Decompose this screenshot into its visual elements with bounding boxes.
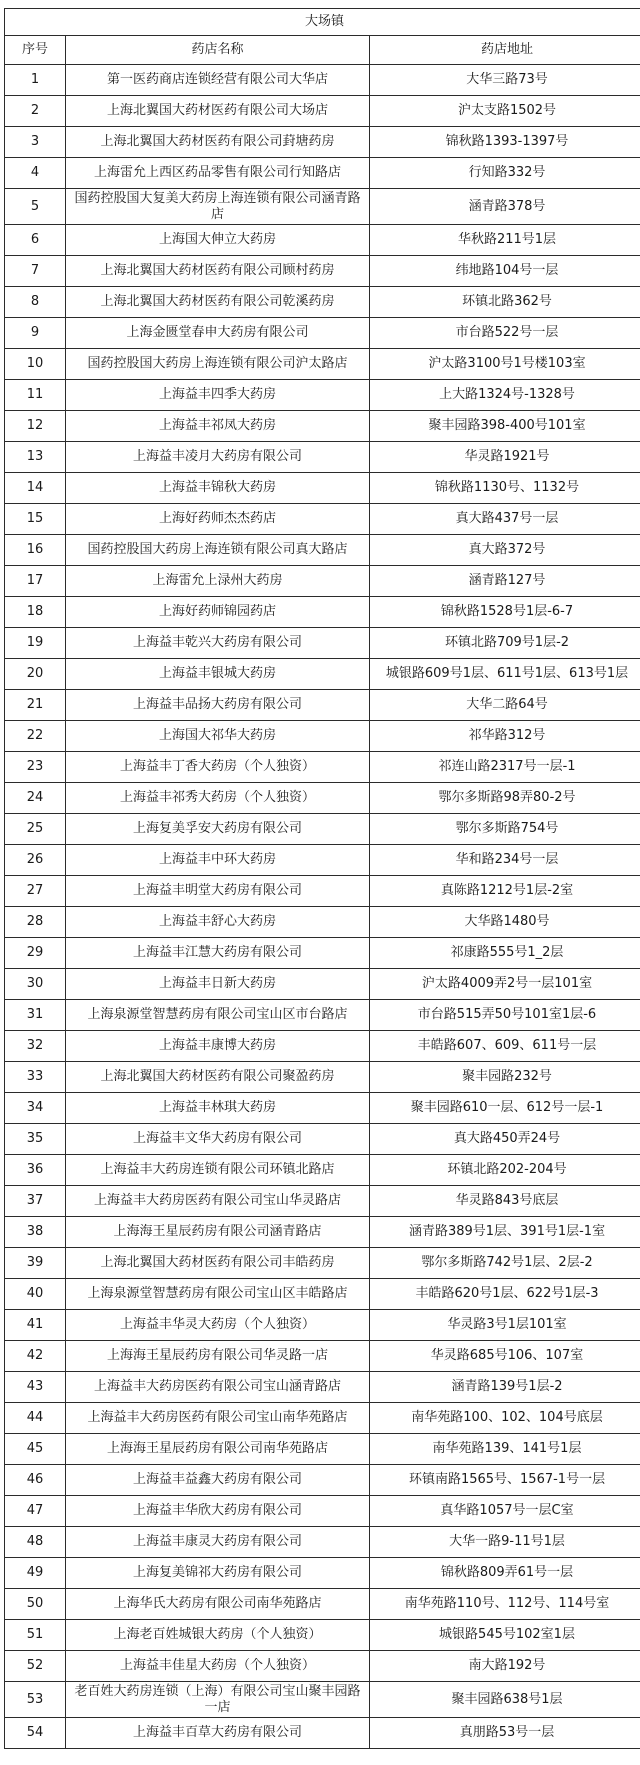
pharmacy-name: 上海益丰大药房医药有限公司宝山南华苑路店 xyxy=(66,1403,370,1434)
pharmacy-address: 华灵路843号底层 xyxy=(370,1186,640,1217)
table-row xyxy=(5,566,640,597)
pharmacy-name: 上海益丰康博大药房 xyxy=(66,1031,370,1062)
pharmacy-name: 上海海王星辰药房有限公司南华苑路店 xyxy=(66,1434,370,1465)
row-number: 16 xyxy=(5,535,66,566)
pharmacy-name: 上海益丰大药房医药有限公司宝山涵青路店 xyxy=(66,1372,370,1403)
pharmacy-name: 上海益丰大药房医药有限公司宝山华灵路店 xyxy=(66,1186,370,1217)
pharmacy-address: 聚丰园路638号1层 xyxy=(370,1682,640,1718)
pharmacy-name: 上海复美孚安大药房有限公司 xyxy=(66,814,370,845)
pharmacy-address: 锦秋路809弄61号一层 xyxy=(370,1558,640,1589)
row-number: 25 xyxy=(5,814,66,845)
table-row xyxy=(5,287,640,318)
pharmacy-name: 上海益丰锦秋大药房 xyxy=(66,473,370,504)
pharmacy-address: 真大路450弄24号 xyxy=(370,1124,640,1155)
pharmacy-name: 第一医药商店连锁经营有限公司大华店 xyxy=(66,65,370,96)
row-number: 54 xyxy=(5,1718,66,1749)
pharmacy-address: 丰皓路620号1层、622号1层-3 xyxy=(370,1279,640,1310)
table-row xyxy=(5,1062,640,1093)
pharmacy-name: 上海益丰品扬大药房有限公司 xyxy=(66,690,370,721)
pharmacy-address: 城银路545号102室1层 xyxy=(370,1620,640,1651)
pharmacy-name: 上海金匮堂春申大药房有限公司 xyxy=(66,318,370,349)
pharmacy-name: 上海北翼国大药材医药有限公司葑塘药房 xyxy=(66,127,370,158)
pharmacy-address: 大华一路9-11号1层 xyxy=(370,1527,640,1558)
pharmacy-address: 聚丰园路610一层、612号一层-1 xyxy=(370,1093,640,1124)
row-number: 19 xyxy=(5,628,66,659)
row-number: 8 xyxy=(5,287,66,318)
header-name: 药店名称 xyxy=(66,36,370,65)
table-row xyxy=(5,845,640,876)
row-number: 17 xyxy=(5,566,66,597)
table-row xyxy=(5,1651,640,1682)
row-number: 29 xyxy=(5,938,66,969)
row-number: 32 xyxy=(5,1031,66,1062)
pharmacy-address: 华灵路1921号 xyxy=(370,442,640,473)
table-row xyxy=(5,1186,640,1217)
row-number: 49 xyxy=(5,1558,66,1589)
pharmacy-name: 上海益丰舒心大药房 xyxy=(66,907,370,938)
pharmacy-address: 鄂尔多斯路98弄80-2号 xyxy=(370,783,640,814)
pharmacy-name: 上海益丰日新大药房 xyxy=(66,969,370,1000)
pharmacy-address: 祁康路555号1_2层 xyxy=(370,938,640,969)
pharmacy-address: 南华苑路100、102、104号底层 xyxy=(370,1403,640,1434)
pharmacy-name: 上海益丰大药房连锁有限公司环镇北路店 xyxy=(66,1155,370,1186)
pharmacy-address: 大华二路64号 xyxy=(370,690,640,721)
table-row xyxy=(5,1403,640,1434)
row-number: 37 xyxy=(5,1186,66,1217)
pharmacy-name: 上海益丰明堂大药房有限公司 xyxy=(66,876,370,907)
row-number: 4 xyxy=(5,158,66,189)
pharmacy-address: 真陈路1212号1层-2室 xyxy=(370,876,640,907)
row-number: 7 xyxy=(5,256,66,287)
table-row xyxy=(5,65,640,96)
pharmacy-name: 上海益丰银城大药房 xyxy=(66,659,370,690)
header-address: 药店地址 xyxy=(370,36,640,65)
pharmacy-address: 锦秋路1393-1397号 xyxy=(370,127,640,158)
row-number: 30 xyxy=(5,969,66,1000)
pharmacy-address: 聚丰园路232号 xyxy=(370,1062,640,1093)
table-row xyxy=(5,597,640,628)
pharmacy-address: 大华路1480号 xyxy=(370,907,640,938)
pharmacy-address: 聚丰园路398-400号101室 xyxy=(370,411,640,442)
pharmacy-address: 涵青路389号1层、391号1层-1室 xyxy=(370,1217,640,1248)
table-row xyxy=(5,876,640,907)
row-number: 2 xyxy=(5,96,66,127)
table-row xyxy=(5,814,640,845)
pharmacy-address: 市台路515弄50号101室1层-6 xyxy=(370,1000,640,1031)
table-row xyxy=(5,504,640,535)
row-number: 50 xyxy=(5,1589,66,1620)
pharmacy-name: 上海益丰凌月大药房有限公司 xyxy=(66,442,370,473)
pharmacy-address: 涵青路139号1层-2 xyxy=(370,1372,640,1403)
row-number: 11 xyxy=(5,380,66,411)
table-row xyxy=(5,1031,640,1062)
table-row xyxy=(5,1372,640,1403)
row-number: 21 xyxy=(5,690,66,721)
table-row xyxy=(5,783,640,814)
pharmacy-name: 上海益丰佳星大药房（个人独资） xyxy=(66,1651,370,1682)
pharmacy-name: 上海北翼国大药材医药有限公司大场店 xyxy=(66,96,370,127)
pharmacy-address: 行知路332号 xyxy=(370,158,640,189)
pharmacy-name: 上海益丰林琪大药房 xyxy=(66,1093,370,1124)
pharmacy-name: 上海北翼国大药材医药有限公司聚盈药房 xyxy=(66,1062,370,1093)
table-row xyxy=(5,380,640,411)
pharmacy-address: 南华苑路139、141号1层 xyxy=(370,1434,640,1465)
pharmacy-name: 上海雷允上渌州大药房 xyxy=(66,566,370,597)
table-row xyxy=(5,628,640,659)
table-row xyxy=(5,411,640,442)
pharmacy-name: 上海国大祁华大药房 xyxy=(66,721,370,752)
pharmacy-name: 上海好药师锦园药店 xyxy=(66,597,370,628)
table-row xyxy=(5,690,640,721)
table-row xyxy=(5,1589,640,1620)
pharmacy-name: 上海益丰祁凤大药房 xyxy=(66,411,370,442)
row-number: 39 xyxy=(5,1248,66,1279)
row-number: 28 xyxy=(5,907,66,938)
row-number: 48 xyxy=(5,1527,66,1558)
table-title: 大场镇 xyxy=(5,9,640,36)
pharmacy-name: 上海益丰乾兴大药房有限公司 xyxy=(66,628,370,659)
row-number: 34 xyxy=(5,1093,66,1124)
pharmacy-address: 南大路192号 xyxy=(370,1651,640,1682)
pharmacy-address: 涵青路127号 xyxy=(370,566,640,597)
table-row xyxy=(5,473,640,504)
row-number: 53 xyxy=(5,1682,66,1718)
pharmacy-address: 真大路372号 xyxy=(370,535,640,566)
row-number: 5 xyxy=(5,189,66,225)
table-row xyxy=(5,225,640,256)
pharmacy-name: 上海国大伸立大药房 xyxy=(66,225,370,256)
pharmacy-name: 上海益丰益鑫大药房有限公司 xyxy=(66,1465,370,1496)
pharmacy-address: 纬地路104号一层 xyxy=(370,256,640,287)
table-row xyxy=(5,907,640,938)
table-row xyxy=(5,1124,640,1155)
pharmacy-name: 上海北翼国大药材医药有限公司乾溪药房 xyxy=(66,287,370,318)
pharmacy-address: 丰皓路607、609、611号一层 xyxy=(370,1031,640,1062)
table-row xyxy=(5,969,640,1000)
pharmacy-address: 鄂尔多斯路754号 xyxy=(370,814,640,845)
pharmacy-address: 环镇南路1565号、1567-1号一层 xyxy=(370,1465,640,1496)
pharmacy-name: 上海泉源堂智慧药房有限公司宝山区市台路店 xyxy=(66,1000,370,1031)
table-row xyxy=(5,1000,640,1031)
row-number: 12 xyxy=(5,411,66,442)
pharmacy-address: 上大路1324号-1328号 xyxy=(370,380,640,411)
table-row xyxy=(5,1620,640,1651)
row-number: 26 xyxy=(5,845,66,876)
pharmacy-address: 市台路522号一层 xyxy=(370,318,640,349)
row-number: 52 xyxy=(5,1651,66,1682)
table-row xyxy=(5,1248,640,1279)
pharmacy-name: 上海益丰文华大药房有限公司 xyxy=(66,1124,370,1155)
table-row xyxy=(5,1434,640,1465)
table-row xyxy=(5,189,640,225)
pharmacy-name: 国药控股国大复美大药房上海连锁有限公司涵青路店 xyxy=(66,189,370,225)
pharmacy-name: 老百姓大药房连锁（上海）有限公司宝山聚丰园路一店 xyxy=(66,1682,370,1718)
row-number: 42 xyxy=(5,1341,66,1372)
pharmacy-address: 华灵路685号106、107室 xyxy=(370,1341,640,1372)
pharmacy-name: 上海复美锦祁大药房有限公司 xyxy=(66,1558,370,1589)
pharmacy-address: 鄂尔多斯路742号1层、2层-2 xyxy=(370,1248,640,1279)
table-row xyxy=(5,535,640,566)
row-number: 44 xyxy=(5,1403,66,1434)
pharmacy-name: 上海益丰华欣大药房有限公司 xyxy=(66,1496,370,1527)
row-number: 51 xyxy=(5,1620,66,1651)
row-number: 27 xyxy=(5,876,66,907)
row-number: 6 xyxy=(5,225,66,256)
row-number: 10 xyxy=(5,349,66,380)
table-row xyxy=(5,318,640,349)
pharmacy-address: 祁华路312号 xyxy=(370,721,640,752)
table-row xyxy=(5,96,640,127)
pharmacy-address: 真朋路53号一层 xyxy=(370,1718,640,1749)
table-row xyxy=(5,1558,640,1589)
pharmacy-name: 国药控股国大药房上海连锁有限公司真大路店 xyxy=(66,535,370,566)
pharmacy-address: 锦秋路1130号、1132号 xyxy=(370,473,640,504)
pharmacy-name: 上海益丰中环大药房 xyxy=(66,845,370,876)
row-number: 23 xyxy=(5,752,66,783)
table-row xyxy=(5,1217,640,1248)
row-number: 15 xyxy=(5,504,66,535)
row-number: 3 xyxy=(5,127,66,158)
pharmacy-name: 国药控股国大药房上海连锁有限公司沪太路店 xyxy=(66,349,370,380)
pharmacy-name: 上海好药师杰杰药店 xyxy=(66,504,370,535)
pharmacy-name: 上海北翼国大药材医药有限公司丰皓药房 xyxy=(66,1248,370,1279)
table-row xyxy=(5,127,640,158)
table-row xyxy=(5,1155,640,1186)
table-row xyxy=(5,1527,640,1558)
pharmacy-name: 上海益丰祁秀大药房（个人独资） xyxy=(66,783,370,814)
pharmacy-address: 华灵路3号1层101室 xyxy=(370,1310,640,1341)
row-number: 40 xyxy=(5,1279,66,1310)
pharmacy-table xyxy=(4,8,640,1749)
table-row xyxy=(5,1279,640,1310)
table-row xyxy=(5,1341,640,1372)
pharmacy-address: 大华三路73号 xyxy=(370,65,640,96)
pharmacy-address: 环镇北路362号 xyxy=(370,287,640,318)
pharmacy-address: 沪太路4009弄2号一层101室 xyxy=(370,969,640,1000)
row-number: 41 xyxy=(5,1310,66,1341)
pharmacy-name: 上海益丰丁香大药房（个人独资） xyxy=(66,752,370,783)
table-row xyxy=(5,721,640,752)
pharmacy-address: 华和路234号一层 xyxy=(370,845,640,876)
pharmacy-address: 南华苑路110号、112号、114号室 xyxy=(370,1589,640,1620)
pharmacy-name: 上海海王星辰药房有限公司华灵路一店 xyxy=(66,1341,370,1372)
table-row xyxy=(5,1093,640,1124)
row-number: 43 xyxy=(5,1372,66,1403)
row-number: 33 xyxy=(5,1062,66,1093)
pharmacy-address: 环镇北路202-204号 xyxy=(370,1155,640,1186)
pharmacy-address: 涵青路378号 xyxy=(370,189,640,225)
table-row xyxy=(5,256,640,287)
pharmacy-address: 沪太路3100号1号楼103室 xyxy=(370,349,640,380)
pharmacy-name: 上海泉源堂智慧药房有限公司宝山区丰皓路店 xyxy=(66,1279,370,1310)
pharmacy-address: 锦秋路1528号1层-6-7 xyxy=(370,597,640,628)
pharmacy-name: 上海益丰康灵大药房有限公司 xyxy=(66,1527,370,1558)
pharmacy-name: 上海华氏大药房有限公司南华苑路店 xyxy=(66,1589,370,1620)
row-number: 9 xyxy=(5,318,66,349)
pharmacy-table-container xyxy=(4,8,640,1749)
header-no: 序号 xyxy=(5,36,66,65)
row-number: 22 xyxy=(5,721,66,752)
row-number: 18 xyxy=(5,597,66,628)
table-row xyxy=(5,1465,640,1496)
pharmacy-name: 上海雷允上西区药品零售有限公司行知路店 xyxy=(66,158,370,189)
pharmacy-name: 上海益丰四季大药房 xyxy=(66,380,370,411)
table-row xyxy=(5,938,640,969)
pharmacy-address: 祁连山路2317号一层-1 xyxy=(370,752,640,783)
table-row xyxy=(5,349,640,380)
pharmacy-name: 上海北翼国大药材医药有限公司顾村药房 xyxy=(66,256,370,287)
table-row xyxy=(5,158,640,189)
row-number: 20 xyxy=(5,659,66,690)
pharmacy-address: 城银路609号1层、611号1层、613号1层 xyxy=(370,659,640,690)
row-number: 36 xyxy=(5,1155,66,1186)
row-number: 14 xyxy=(5,473,66,504)
pharmacy-address: 真华路1057号一层C室 xyxy=(370,1496,640,1527)
row-number: 1 xyxy=(5,65,66,96)
table-row xyxy=(5,1310,640,1341)
pharmacy-address: 环镇北路709号1层-2 xyxy=(370,628,640,659)
table-row xyxy=(5,659,640,690)
pharmacy-name: 上海益丰江慧大药房有限公司 xyxy=(66,938,370,969)
pharmacy-name: 上海老百姓城银大药房（个人独资） xyxy=(66,1620,370,1651)
pharmacy-address: 沪太支路1502号 xyxy=(370,96,640,127)
pharmacy-name: 上海海王星辰药房有限公司涵青路店 xyxy=(66,1217,370,1248)
row-number: 46 xyxy=(5,1465,66,1496)
row-number: 45 xyxy=(5,1434,66,1465)
table-row xyxy=(5,1496,640,1527)
table-row xyxy=(5,1682,640,1718)
row-number: 35 xyxy=(5,1124,66,1155)
pharmacy-name: 上海益丰华灵大药房（个人独资） xyxy=(66,1310,370,1341)
row-number: 13 xyxy=(5,442,66,473)
table-row xyxy=(5,1718,640,1749)
pharmacy-address: 真大路437号一层 xyxy=(370,504,640,535)
row-number: 47 xyxy=(5,1496,66,1527)
row-number: 31 xyxy=(5,1000,66,1031)
table-row xyxy=(5,442,640,473)
row-number: 24 xyxy=(5,783,66,814)
row-number: 38 xyxy=(5,1217,66,1248)
table-row xyxy=(5,752,640,783)
pharmacy-name: 上海益丰百草大药房有限公司 xyxy=(66,1718,370,1749)
pharmacy-address: 华秋路211号1层 xyxy=(370,225,640,256)
table-body xyxy=(5,65,640,1749)
